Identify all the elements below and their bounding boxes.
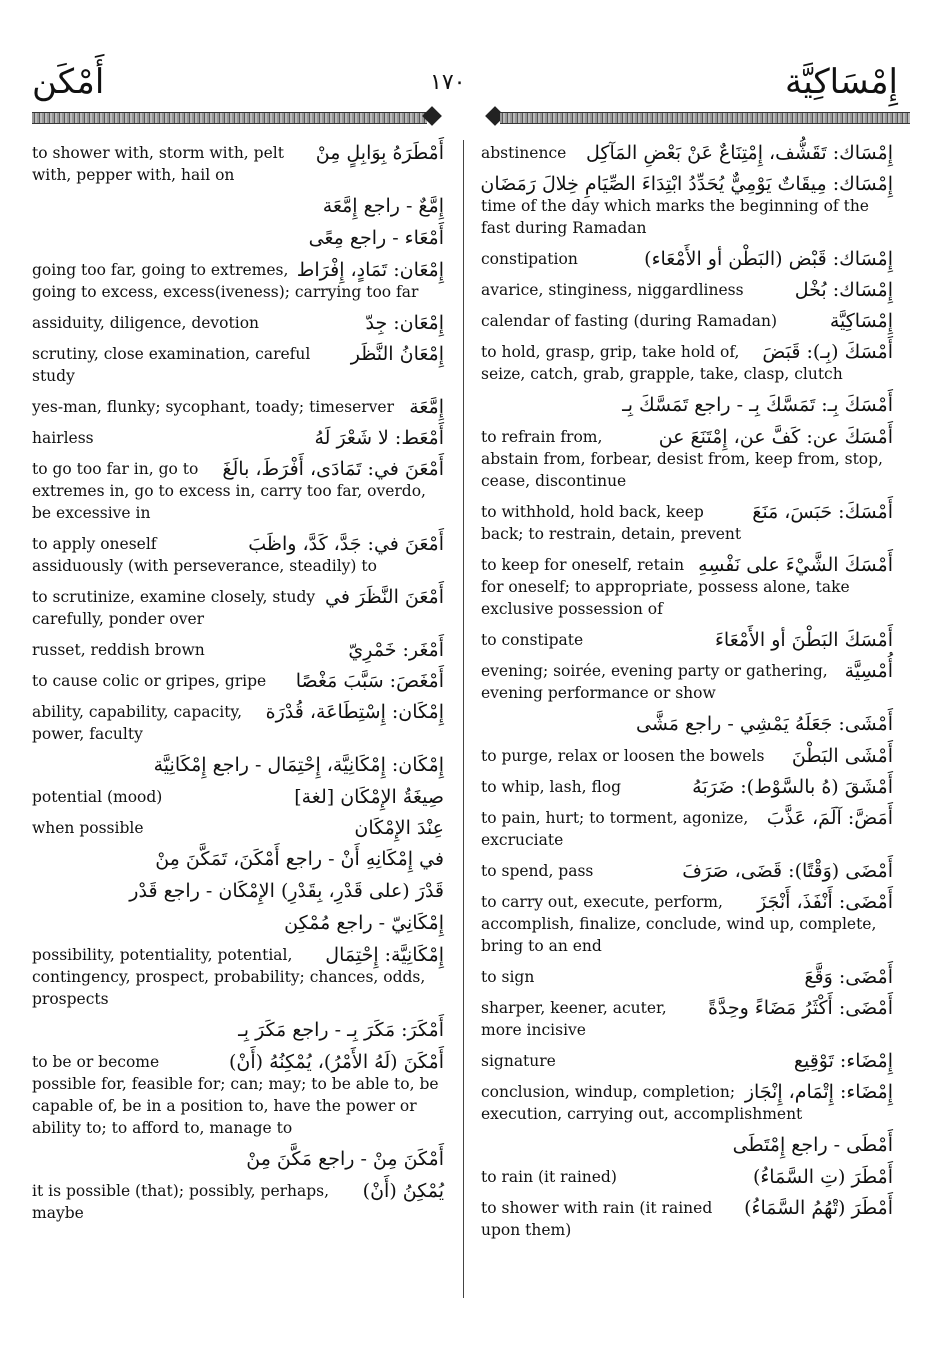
english-definition: to keep for oneself, retain for oneself; to appropriate, possess alone, take exclusive possession of [481, 556, 850, 618]
english-definition: to pain, hurt; to torment, agonize, excruciate [481, 809, 749, 849]
page-number: ١٧٠ [430, 70, 466, 95]
english-definition: to withhold, hold back, keep back; to restrain, detain, prevent [481, 503, 742, 543]
english-definition: ability, capability, capacity, power, faculty [32, 703, 243, 743]
dictionary-entry [32, 458, 444, 524]
arabic-headword: أَمْعَاء - راجع مِعًى [308, 227, 444, 249]
arabic-headword: إِمْسَاك: مِيقَاتٌ يَوْمِيٌّ يُحَدِّدُ ابْتِدَاءَ الصِّيَامِ خِلالَ رَمَضَان [480, 173, 893, 195]
english-definition: to carry out, execute, perform, accomplish, finalize, conclude, wind up, complete, bring to an end [481, 893, 877, 955]
arabic-headword: أَمْعَط: لا شَعْرَ لَهُ [314, 427, 444, 449]
arabic-headword: يُمْكِنُ (أَنْ) [362, 1180, 444, 1202]
dictionary-entry [481, 501, 893, 545]
right-column [481, 142, 893, 1250]
dictionary-entry [481, 310, 893, 332]
dictionary-entry [481, 142, 893, 164]
arabic-headword: أَمْسَكَ عن: كَفَّ عن، إِمْتَنَعَ عن [658, 426, 893, 448]
arabic-headword: أَمْسَكَ بِـ: تَمَسَّكَ بِـ - راجع تَمَسَّكَ بِـ [622, 394, 893, 416]
arabic-headword: إِمْعَانُ النَّظَر [350, 343, 444, 365]
dictionary-entry [481, 426, 893, 492]
english-definition: russet, reddish brown [32, 641, 205, 659]
arabic-headword: أَمْغَصَ: سَبَّبَ مَغْصًا [295, 670, 444, 692]
arabic-headword: أَمْضَى: وَقَّعَ [804, 966, 893, 988]
english-definition: signature [481, 1052, 556, 1070]
arabic-headword: أَمْطَى - راجع إِمْتَطَى [732, 1134, 893, 1156]
arabic-headword: أَمْغَر: خَمْرِيّ [348, 639, 444, 661]
arabic-headword: إِمَّعَة [409, 396, 444, 418]
dictionary-entry [32, 195, 444, 218]
dictionary-entry [481, 279, 893, 301]
arabic-headword: إِمْسَاك: قَبْض (البَطْن أو الأَمْعَاء) [644, 248, 893, 270]
arabic-headword: إِمْسَاك: تَقَشُّف، إِمْتِنَاعٌ عَنْ بَعْضِ المَآكِل [586, 142, 893, 164]
arabic-headword: أَمْعَنَ النَّظَرَ في [325, 586, 444, 608]
dictionary-entry [32, 1051, 444, 1139]
dictionary-entry [481, 891, 893, 957]
column-divider [463, 140, 464, 1298]
dictionary-entry [481, 173, 893, 239]
english-definition: going too far, going to extremes, going to excess, excess(iveness); carrying too far [32, 261, 419, 301]
dictionary-entry [481, 554, 893, 620]
arabic-headword: أَمْسَكَ (بِـ): قَبَضَ [762, 341, 893, 363]
dictionary-entry [32, 944, 444, 1010]
arabic-headword: إِمْكَان: إِمْكَانِيَّة، إِحْتِمَال - راجع إِمْكَانِيَّة [153, 754, 444, 776]
dictionary-entry [32, 817, 444, 839]
english-definition: to go too far in, go to extremes in, go to excess in, carry too far, overdo, be excessive in [32, 460, 426, 522]
arabic-headword: إِمْعَان: تَمَادٍ، إِفْرَاط [296, 259, 444, 281]
dictionary-entry [32, 701, 444, 745]
dictionary-entry [32, 786, 444, 808]
english-definition: avarice, stinginess, niggardliness [481, 281, 744, 299]
english-definition: to purge, relax or loosen the bowels [481, 747, 765, 765]
arabic-headword: إِمْضَاء: تَوْقِيع [793, 1050, 893, 1072]
english-definition: possibility, potentiality, potential, contingency, prospect, probability; chances, odds, prospects [32, 946, 426, 1008]
english-definition: to rain (it rained) [481, 1168, 617, 1186]
arabic-headword: إِمَّعٌ - راجع إِمَّعَة [322, 195, 444, 217]
arabic-headword: أَمْضَى: أَنْفَذَ، أَنْجَزَ [757, 891, 893, 913]
english-definition: when possible [32, 819, 144, 837]
dictionary-entry [32, 227, 444, 250]
arabic-headword: أَمْطَرَ (تْهُمُ السَّمَاءُ) [744, 1197, 893, 1219]
arabic-headword: أَمْكَنَ مِنْ - راجع مَكَّنَ مِنْ [246, 1148, 444, 1170]
dictionary-entry [481, 341, 893, 385]
english-definition: to apply oneself assiduously (with perseverance, steadily) to [32, 535, 377, 575]
dictionary-entry [32, 670, 444, 692]
dictionary-entry [481, 713, 893, 736]
english-definition: assiduity, diligence, devotion [32, 314, 260, 332]
arabic-headword: أَمْسَكَ الشَّيْءَ على نَفْسِهِ [698, 554, 893, 576]
arabic-headword: إِمْسَاك: بُخْل [794, 279, 893, 301]
dictionary-entry [32, 312, 444, 334]
arabic-headword: أُمْسِيَّة [844, 660, 893, 682]
arabic-headword: أَمْشَقَ (هُ بالسَّوْط): ضَرَبَهُ [692, 776, 893, 798]
dictionary-entry [481, 1134, 893, 1157]
dictionary-entry [481, 394, 893, 417]
english-definition: hairless [32, 429, 94, 447]
header-rule-right [500, 112, 910, 124]
dictionary-entry [32, 639, 444, 661]
dictionary-entry [32, 1180, 444, 1224]
english-definition: to refrain from, abstain from, forbear, desist from, keep from, stop, cease, discontinue [481, 428, 883, 490]
english-definition: to whip, lash, flog [481, 778, 622, 796]
dictionary-entry [32, 427, 444, 449]
arabic-headword: إِمْعَان: جِدّ [365, 312, 444, 334]
english-definition: conclusion, windup, completion; execution, carrying out, accomplishment [481, 1083, 803, 1123]
left-column [32, 142, 444, 1233]
dictionary-entry [481, 776, 893, 798]
dictionary-entry [481, 966, 893, 988]
arabic-headword: أَمْسَكَ: حَبَسَ، مَنَعَ [752, 501, 893, 523]
english-definition: abstinence [481, 144, 567, 162]
arabic-headword: عِنْدَ الإِمْكَان [354, 817, 444, 839]
arabic-headword: قَدْرَ (على قَدْرِ، بِقَدْرِ) الإِمْكَان - راجع قَدْر [129, 880, 444, 902]
dictionary-entry [32, 396, 444, 418]
english-definition: constipation [481, 250, 578, 268]
arabic-headword: إِمْكَان: إِسْتِطَاعَة، قُدْرَة [265, 701, 444, 723]
english-definition: calendar of fasting (during Ramadan) [481, 312, 778, 330]
dictionary-entry [481, 660, 893, 704]
english-definition: scrutiny, close examination, careful study [32, 345, 311, 385]
english-definition: it is possible (that); possibly, perhaps, maybe [32, 1182, 330, 1222]
english-definition: to cause colic or gripes, gripe [32, 672, 267, 690]
dictionary-entry [481, 629, 893, 651]
arabic-headword: أَمْطَرَهُ بِوَابِلٍ مِنْ [315, 142, 444, 164]
arabic-headword: أَمْعَنَ في: جَدَّ، كَدَّ، واظَبَ [248, 533, 444, 555]
guide-word-right: إِمْسَاكِيَّة [784, 62, 898, 102]
english-definition: sharper, keener, acuter, more incisive [481, 999, 667, 1039]
dictionary-entry [32, 880, 444, 903]
english-definition: time of the day which marks the beginning of the fast during Ramadan [481, 197, 869, 237]
arabic-headword: أَمَضَّ: آلَمَ، عَذَّبَ [766, 807, 893, 829]
english-definition: to scrutinize, examine closely, study carefully, ponder over [32, 588, 316, 628]
arabic-headword: أَمْضَى: أَكْثَرُ مَضَاءً وحِدَّةً [707, 997, 893, 1019]
dictionary-entry [481, 248, 893, 270]
dictionary-entry [481, 1197, 893, 1241]
dictionary-entry [32, 142, 444, 186]
arabic-headword: إِمْكَانِيَّة: إِحْتِمَال [325, 944, 444, 966]
dictionary-entry [32, 912, 444, 935]
dictionary-entry [481, 997, 893, 1041]
english-definition: to shower with, storm with, pelt with, pepper with, hail on [32, 144, 284, 184]
dictionary-entry [32, 848, 444, 871]
dictionary-entry [481, 1081, 893, 1125]
dictionary-entry [32, 1148, 444, 1171]
english-definition: evening; soirée, evening party or gathering, evening performance or show [481, 662, 828, 702]
dictionary-entry [32, 754, 444, 777]
english-definition: yes-man, flunky; sycophant, toady; timeserver [32, 398, 394, 416]
dictionary-entry [481, 745, 893, 767]
dictionary-entry [481, 807, 893, 851]
guide-word-left: أَمْكَن [32, 62, 105, 102]
arabic-headword: أَمْكَنَ (لَهُ الأَمْرُ)، يُمْكِنُهُ (أَنْ) [228, 1051, 444, 1073]
english-definition: potential (mood) [32, 788, 163, 806]
arabic-headword: إِمْكَانِيّ - راجع مُمْكِن [284, 912, 444, 934]
english-definition: to sign [481, 968, 535, 986]
dictionary-entry [32, 533, 444, 577]
english-definition: to hold, grasp, grip, take hold of, seize, catch, grab, grapple, take, clasp, clutch [481, 343, 843, 383]
arabic-headword: أَمْعَنَ في: تَمَادَى، أَفْرَطَ، بالَغَ [222, 458, 444, 480]
arabic-headword: أَمْشَى: جَعَلَهُ يَمْشِي - راجع مَشَّى [636, 713, 893, 735]
dictionary-entry [32, 586, 444, 630]
english-definition: to shower with rain (it rained upon them) [481, 1199, 713, 1239]
arabic-headword: صِيغَةُ الإِمْكَان [لغة] [294, 786, 444, 808]
dictionary-entry [32, 259, 444, 303]
arabic-headword: في إِمْكَانِهِ أَنْ - راجع أَمْكَنَ، تَمَكَّنَ مِنْ [155, 848, 444, 870]
header-rule-left [32, 112, 427, 124]
arabic-headword: إِمْسَاكِيَّة [829, 310, 893, 332]
arabic-headword: أَمْضَى (وَقْتًا): قَضَى، صَرَفَ [682, 860, 893, 882]
arabic-headword: أَمْكَرَ: مَكَرَ بِـ - راجع مَكَرَ بِـ [238, 1019, 444, 1041]
dictionary-entry [32, 1019, 444, 1042]
english-definition: to be or become possible for, feasible for; can; may; to be able to, be capable of, be in a position to, have the power or ability to; to afford to, manage to [32, 1053, 439, 1137]
dictionary-entry [32, 343, 444, 387]
arabic-headword: أَمْشَى البَطْنَ [791, 745, 893, 767]
page-header [0, 62, 940, 102]
arabic-headword: إِمْضَاء: إِتْمَام، إِنْجَاز [744, 1081, 893, 1103]
english-definition: to constipate [481, 631, 584, 649]
dictionary-entry [481, 860, 893, 882]
english-definition: to spend, pass [481, 862, 594, 880]
arabic-headword: أَمْطَرَ (تِ السَّمَاءُ) [752, 1166, 893, 1188]
dictionary-entry [481, 1050, 893, 1072]
arabic-headword: أَمْسَكَ البَطْنَ أو الأَمْعَاءَ [714, 629, 893, 651]
dictionary-entry [481, 1166, 893, 1188]
